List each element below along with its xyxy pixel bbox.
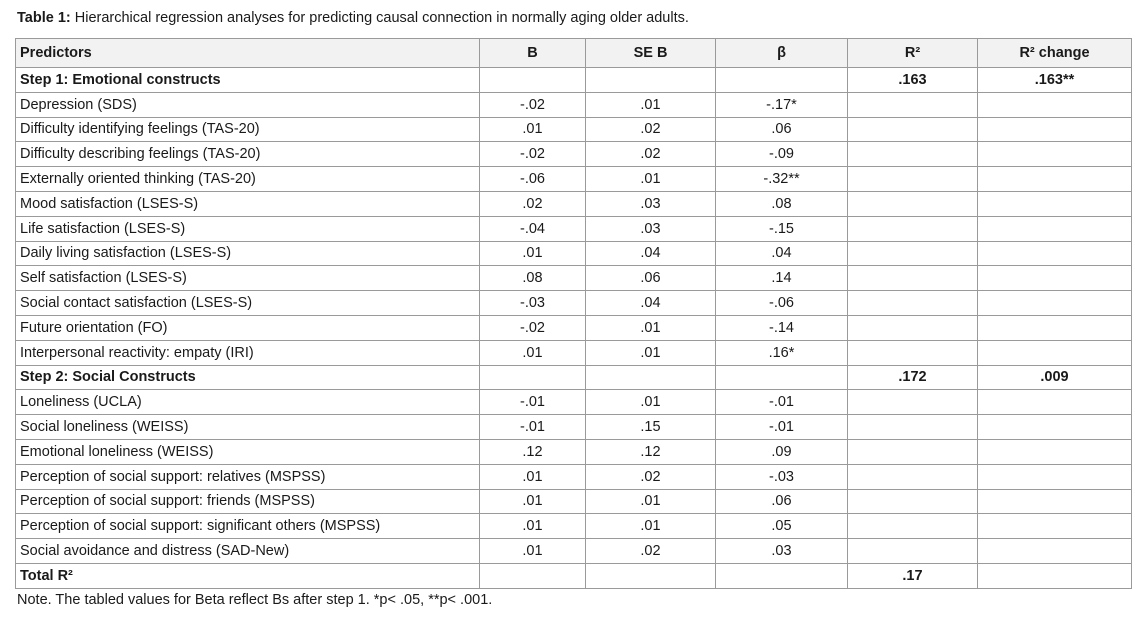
predictor-cell: Loneliness (UCLA) [16, 390, 480, 415]
predictor-cell: Total R² [16, 563, 480, 588]
se-b-cell: .02 [586, 464, 716, 489]
predictor-cell: Life satisfaction (LSES-S) [16, 216, 480, 241]
r2-cell [848, 291, 978, 316]
predictor-cell: Step 2: Social Constructs [16, 365, 480, 390]
beta-cell: .05 [716, 514, 848, 539]
beta-cell [716, 365, 848, 390]
b-cell [480, 365, 586, 390]
table-row [16, 117, 1132, 142]
b-cell: .01 [480, 489, 586, 514]
header-b: B [480, 39, 586, 68]
r2-cell [848, 92, 978, 117]
table-row [16, 142, 1132, 167]
r2-cell [848, 340, 978, 365]
b-cell: .01 [480, 117, 586, 142]
header-predictors: Predictors [16, 39, 480, 68]
se-b-cell [586, 563, 716, 588]
beta-cell [716, 68, 848, 93]
b-cell: .12 [480, 439, 586, 464]
b-cell: .01 [480, 340, 586, 365]
b-cell: -.04 [480, 216, 586, 241]
header-r2: R² [848, 39, 978, 68]
b-cell: .01 [480, 241, 586, 266]
predictor-cell: Social contact satisfaction (LSES-S) [16, 291, 480, 316]
se-b-cell: .06 [586, 266, 716, 291]
r2-cell [848, 539, 978, 564]
r2-change-cell [978, 117, 1132, 142]
se-b-cell: .02 [586, 117, 716, 142]
se-b-cell: .01 [586, 167, 716, 192]
predictor-cell: Daily living satisfaction (LSES-S) [16, 241, 480, 266]
beta-cell: .06 [716, 489, 848, 514]
table-row [16, 489, 1132, 514]
beta-cell: .08 [716, 191, 848, 216]
caption-label: Table 1: [17, 10, 71, 26]
b-cell: .01 [480, 539, 586, 564]
table-row [16, 266, 1132, 291]
predictor-cell: Social loneliness (WEISS) [16, 415, 480, 440]
predictor-cell: Interpersonal reactivity: empaty (IRI) [16, 340, 480, 365]
se-b-cell: .04 [586, 291, 716, 316]
b-cell: -.01 [480, 415, 586, 440]
predictor-cell: Externally oriented thinking (TAS-20) [16, 167, 480, 192]
caption-text: Hierarchical regression analyses for predicting causal connection in normally aging older adults. [70, 10, 689, 26]
header-row [16, 39, 1132, 68]
beta-cell: -.14 [716, 315, 848, 340]
b-cell [480, 563, 586, 588]
table-row [16, 315, 1132, 340]
r2-cell [848, 142, 978, 167]
r2-cell [848, 216, 978, 241]
table-row [16, 216, 1132, 241]
beta-cell: .04 [716, 241, 848, 266]
predictor-cell: Difficulty describing feelings (TAS-20) [16, 142, 480, 167]
table-row [16, 241, 1132, 266]
table-row [16, 365, 1132, 390]
r2-change-cell [978, 167, 1132, 192]
r2-change-cell [978, 563, 1132, 588]
r2-change-cell [978, 464, 1132, 489]
r2-cell [848, 415, 978, 440]
se-b-cell: .01 [586, 92, 716, 117]
se-b-cell: .02 [586, 142, 716, 167]
predictor-cell: Perception of social support: significant others (MSPSS) [16, 514, 480, 539]
beta-cell [716, 563, 848, 588]
table-row [16, 68, 1132, 93]
se-b-cell: .01 [586, 489, 716, 514]
r2-change-cell [978, 92, 1132, 117]
table-row [16, 340, 1132, 365]
predictor-cell: Future orientation (FO) [16, 315, 480, 340]
r2-cell [848, 464, 978, 489]
table-row [16, 563, 1132, 588]
r2-cell [848, 117, 978, 142]
r2-cell [848, 266, 978, 291]
b-cell: -.02 [480, 92, 586, 117]
se-b-cell: .12 [586, 439, 716, 464]
beta-cell: .09 [716, 439, 848, 464]
beta-cell: -.15 [716, 216, 848, 241]
r2-cell: .17 [848, 563, 978, 588]
se-b-cell [586, 365, 716, 390]
r2-cell [848, 315, 978, 340]
table-caption [17, 9, 689, 27]
beta-cell: -.17* [716, 92, 848, 117]
beta-cell: -.06 [716, 291, 848, 316]
b-cell: -.02 [480, 142, 586, 167]
r2-change-cell [978, 415, 1132, 440]
r2-cell [848, 489, 978, 514]
predictor-cell: Mood satisfaction (LSES-S) [16, 191, 480, 216]
beta-cell: .14 [716, 266, 848, 291]
r2-change-cell: .009 [978, 365, 1132, 390]
predictor-cell: Difficulty identifying feelings (TAS-20) [16, 117, 480, 142]
r2-cell: .172 [848, 365, 978, 390]
b-cell: -.01 [480, 390, 586, 415]
se-b-cell: .01 [586, 340, 716, 365]
r2-change-cell [978, 191, 1132, 216]
table-row [16, 415, 1132, 440]
r2-change-cell [978, 539, 1132, 564]
r2-cell [848, 191, 978, 216]
b-cell: -.03 [480, 291, 586, 316]
table-body [16, 68, 1132, 589]
r2-cell [848, 390, 978, 415]
r2-change-cell [978, 241, 1132, 266]
beta-cell: .03 [716, 539, 848, 564]
b-cell: -.02 [480, 315, 586, 340]
beta-cell: -.03 [716, 464, 848, 489]
r2-change-cell [978, 489, 1132, 514]
table-row [16, 439, 1132, 464]
predictor-cell: Perception of social support: friends (MSPSS) [16, 489, 480, 514]
se-b-cell: .01 [586, 390, 716, 415]
predictor-cell: Emotional loneliness (WEISS) [16, 439, 480, 464]
b-cell: .01 [480, 514, 586, 539]
table-row [16, 514, 1132, 539]
beta-cell: -.01 [716, 390, 848, 415]
r2-change-cell [978, 266, 1132, 291]
beta-cell: .06 [716, 117, 848, 142]
se-b-cell: .04 [586, 241, 716, 266]
table-row [16, 191, 1132, 216]
table-row [16, 539, 1132, 564]
header-r2-change: R² change [978, 39, 1132, 68]
r2-change-cell [978, 142, 1132, 167]
r2-change-cell [978, 315, 1132, 340]
b-cell: .02 [480, 191, 586, 216]
predictor-cell: Social avoidance and distress (SAD-New) [16, 539, 480, 564]
se-b-cell: .03 [586, 216, 716, 241]
r2-change-cell [978, 439, 1132, 464]
table-row [16, 390, 1132, 415]
r2-cell: .163 [848, 68, 978, 93]
b-cell: .08 [480, 266, 586, 291]
r2-cell [848, 514, 978, 539]
b-cell: .01 [480, 464, 586, 489]
se-b-cell: .01 [586, 514, 716, 539]
regression-table [15, 38, 1132, 589]
r2-cell [848, 439, 978, 464]
se-b-cell [586, 68, 716, 93]
table-row [16, 167, 1132, 192]
r2-change-cell [978, 340, 1132, 365]
r2-change-cell [978, 291, 1132, 316]
r2-change-cell [978, 216, 1132, 241]
se-b-cell: .02 [586, 539, 716, 564]
b-cell: -.06 [480, 167, 586, 192]
beta-cell: .16* [716, 340, 848, 365]
r2-change-cell [978, 390, 1132, 415]
beta-cell: -.01 [716, 415, 848, 440]
r2-cell [848, 241, 978, 266]
header-se-b: SE B [586, 39, 716, 68]
se-b-cell: .03 [586, 191, 716, 216]
header-beta: β [716, 39, 848, 68]
predictor-cell: Perception of social support: relatives (MSPSS) [16, 464, 480, 489]
se-b-cell: .15 [586, 415, 716, 440]
se-b-cell: .01 [586, 315, 716, 340]
table-note: Note. The tabled values for Beta reflect Bs after step 1. *p< .05, **p< .001. [17, 592, 493, 608]
b-cell [480, 68, 586, 93]
r2-change-cell [978, 514, 1132, 539]
predictor-cell: Step 1: Emotional constructs [16, 68, 480, 93]
table-row [16, 464, 1132, 489]
r2-change-cell: .163** [978, 68, 1132, 93]
predictor-cell: Self satisfaction (LSES-S) [16, 266, 480, 291]
beta-cell: -.32** [716, 167, 848, 192]
r2-cell [848, 167, 978, 192]
predictor-cell: Depression (SDS) [16, 92, 480, 117]
table-row [16, 291, 1132, 316]
beta-cell: -.09 [716, 142, 848, 167]
table-row [16, 92, 1132, 117]
